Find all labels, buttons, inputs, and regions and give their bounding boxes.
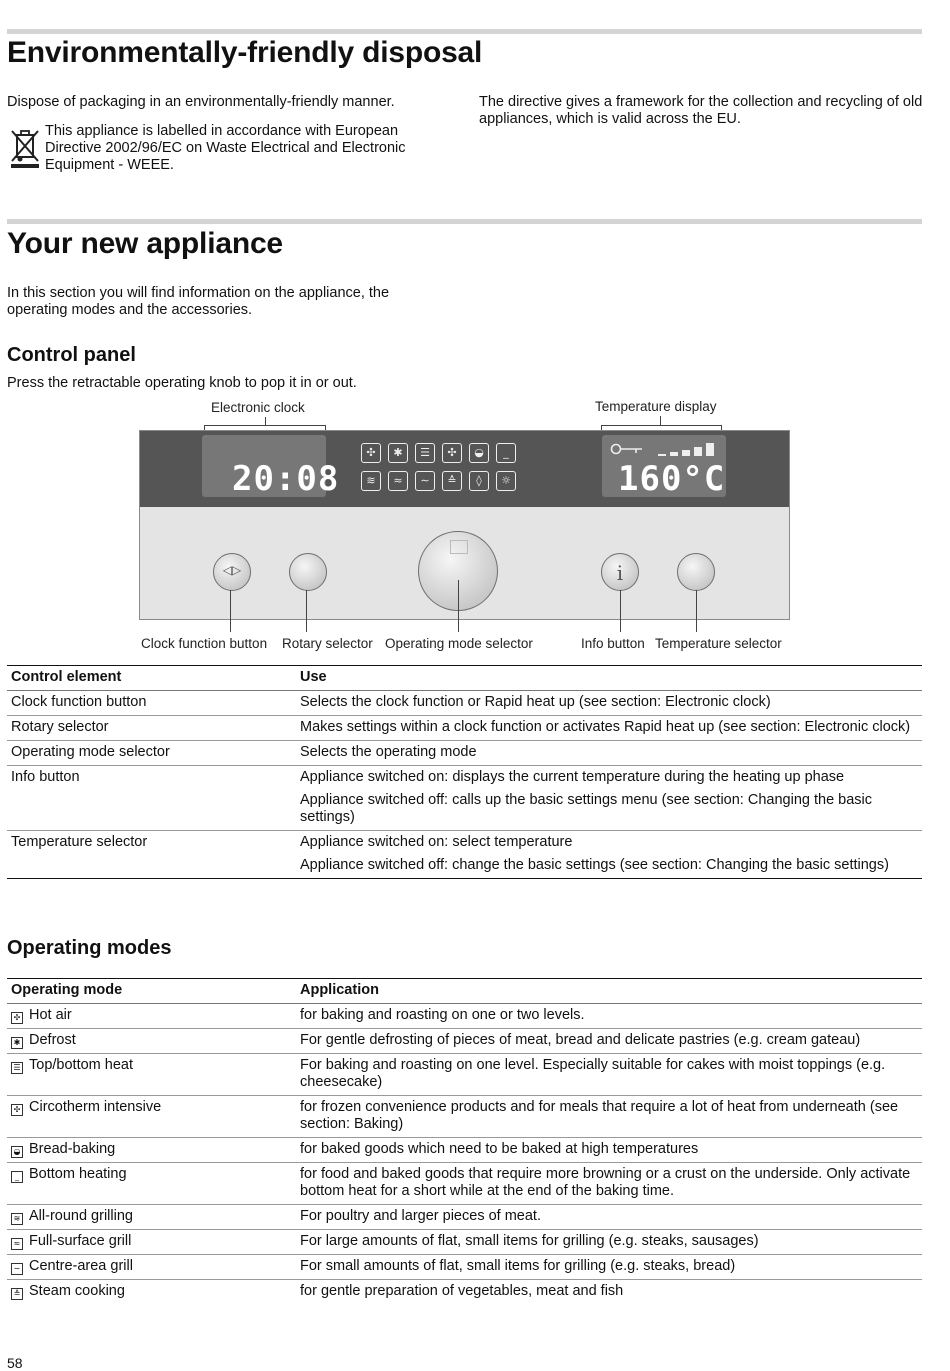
callout-clock-function-button: Clock function button bbox=[141, 636, 268, 651]
callout-line bbox=[620, 590, 621, 632]
mode-name: Centre-area grill bbox=[29, 1258, 133, 1274]
control-panel-intro: Press the retractable operating knob to pop it in or out. bbox=[7, 375, 357, 391]
all-round-grilling-icon: ≋ bbox=[361, 471, 381, 491]
table-row bbox=[7, 831, 922, 879]
callout-line bbox=[265, 417, 266, 425]
water-drop-icon: ◊ bbox=[469, 471, 489, 491]
clock-display bbox=[202, 435, 340, 499]
table-row bbox=[7, 716, 922, 741]
control-element-table bbox=[7, 665, 922, 879]
mode-icons-bottom-row bbox=[361, 471, 516, 491]
mode-application: For small amounts of flat, small items for grilling (e.g. steaks, bread) bbox=[296, 1255, 922, 1280]
callout-info-button: Info button bbox=[581, 636, 645, 651]
section-rule bbox=[7, 29, 922, 34]
bread-baking-icon: ◒ bbox=[469, 443, 489, 463]
callout-line bbox=[306, 590, 307, 632]
mode-application: for frozen convenience products and for meals that require a lot of heat from underneath (see section: Baking) bbox=[296, 1096, 922, 1138]
full-surface-grill-icon: ≈ bbox=[388, 471, 408, 491]
mode-name: Circotherm intensive bbox=[29, 1099, 162, 1115]
control-element-cell: Operating mode selector bbox=[7, 741, 296, 766]
centre-area-grill-icon: ∼ bbox=[11, 1263, 23, 1275]
mode-application: For gentle defrosting of pieces of meat, bread and delicate pastries (e.g. cream gateau) bbox=[296, 1029, 922, 1054]
mode-application: For baking and roasting on one level. Especially suitable for cakes with moist toppings (e.g. cheesecake) bbox=[296, 1054, 922, 1096]
temperature-selector[interactable] bbox=[677, 553, 715, 591]
disposal-title: Environmentally-friendly disposal bbox=[7, 36, 483, 69]
use-cell: Selects the clock function or Rapid heat up (see section: Electronic clock) bbox=[300, 694, 771, 710]
table-row bbox=[7, 691, 922, 716]
all-round-grilling-icon: ≋ bbox=[11, 1213, 23, 1225]
mode-application: For poultry and larger pieces of meat. bbox=[296, 1205, 922, 1230]
control-panel-illustration bbox=[139, 430, 790, 620]
mode-name: Full-surface grill bbox=[29, 1233, 132, 1249]
knob-marker bbox=[450, 540, 468, 554]
steam-cooking-icon: ≙ bbox=[11, 1288, 23, 1300]
weee-bin-icon bbox=[9, 126, 41, 170]
use-cell: Appliance switched on: select temperature bbox=[300, 834, 573, 850]
info-symbol: i bbox=[616, 561, 624, 585]
table-row bbox=[7, 1054, 922, 1096]
key-and-level-icon bbox=[610, 441, 720, 457]
table-row bbox=[7, 1096, 922, 1138]
bottom-heating-icon: _ bbox=[11, 1171, 23, 1183]
callout-temperature-selector: Temperature selector bbox=[655, 636, 782, 651]
light-icon: ☼ bbox=[496, 471, 516, 491]
top-bottom-heat-icon: ☰ bbox=[415, 443, 435, 463]
temperature-readout: 160°C bbox=[618, 459, 726, 499]
info-button[interactable] bbox=[601, 553, 639, 591]
mode-application: For large amounts of flat, small items for grilling (e.g. steaks, sausages) bbox=[296, 1230, 922, 1255]
control-element-cell: Clock function button bbox=[7, 691, 296, 716]
centre-area-grill-icon: ∼ bbox=[415, 471, 435, 491]
control-panel-title: Control panel bbox=[7, 344, 136, 366]
callout-line bbox=[230, 590, 231, 632]
mode-application: for gentle preparation of vegetables, meat and fish bbox=[300, 1283, 624, 1299]
callout-line bbox=[458, 580, 459, 632]
mode-name: Bottom heating bbox=[29, 1166, 127, 1182]
circotherm-intensive-icon: ✣ bbox=[11, 1104, 23, 1116]
table-header: Operating mode bbox=[7, 979, 296, 1004]
mode-icons-top-row bbox=[361, 443, 516, 463]
table-row bbox=[7, 766, 922, 831]
mode-application: for baked goods which need to be baked at high temperatures bbox=[296, 1138, 922, 1163]
table-row bbox=[7, 1230, 922, 1255]
bread-baking-icon: ◒ bbox=[11, 1146, 23, 1158]
clock-function-button[interactable] bbox=[213, 553, 251, 591]
clock-readout: 20:08 bbox=[232, 459, 340, 499]
defrost-icon: ✱ bbox=[388, 443, 408, 463]
table-header: Use bbox=[296, 666, 922, 691]
use-cell: Selects the operating mode bbox=[300, 744, 477, 760]
table-row bbox=[7, 1163, 922, 1205]
table-row bbox=[7, 1138, 922, 1163]
callout-bracket bbox=[601, 425, 722, 426]
control-element-cell: Rotary selector bbox=[7, 716, 296, 741]
table-row bbox=[7, 1255, 922, 1280]
appliance-title: Your new appliance bbox=[7, 227, 283, 260]
mode-name: Bread-baking bbox=[29, 1141, 116, 1157]
hot-air-icon: ✣ bbox=[11, 1012, 23, 1024]
page-number: 58 bbox=[7, 1355, 23, 1371]
table-row bbox=[7, 1205, 922, 1230]
table-header: Control element bbox=[7, 666, 296, 691]
callout-temperature-display: Temperature display bbox=[595, 399, 717, 414]
table-row bbox=[7, 741, 922, 766]
callout-line bbox=[660, 416, 661, 425]
mode-application: for baking and roasting on one or two levels. bbox=[296, 1004, 922, 1029]
defrost-icon: ✱ bbox=[11, 1037, 23, 1049]
table-row bbox=[7, 1004, 922, 1029]
callout-rotary-selector: Rotary selector bbox=[282, 636, 373, 651]
full-surface-grill-icon: ≈ bbox=[11, 1238, 23, 1250]
use-cell: Appliance switched off: change the basic settings (see section: Changing the basic settings) bbox=[300, 857, 889, 873]
callout-bracket bbox=[204, 425, 326, 426]
table-row bbox=[7, 1029, 922, 1054]
temperature-display bbox=[602, 435, 726, 497]
section-rule bbox=[7, 219, 922, 224]
control-element-cell: Temperature selector bbox=[7, 831, 296, 879]
operating-modes-table bbox=[7, 978, 922, 1304]
rotary-selector[interactable] bbox=[289, 553, 327, 591]
use-cell: Appliance switched on: displays the current temperature during the heating up phase bbox=[300, 769, 845, 785]
appliance-intro: In this section you will find information on the appliance, the operating modes and the accessories. bbox=[7, 285, 390, 318]
mode-name: Hot air bbox=[29, 1007, 72, 1023]
table-header: Application bbox=[296, 979, 922, 1004]
callout-electronic-clock: Electronic clock bbox=[211, 400, 305, 415]
circotherm-intensive-icon: ✣ bbox=[442, 443, 462, 463]
control-element-cell: Info button bbox=[7, 766, 296, 831]
operating-modes-title: Operating modes bbox=[7, 937, 172, 959]
bottom-heating-icon: _ bbox=[496, 443, 516, 463]
weee-text: This appliance is labelled in accordance with European Directive 2002/96/EC on Waste Electrical and Electronic Equipment - WEEE. bbox=[45, 123, 406, 173]
mode-name: All-round grilling bbox=[29, 1208, 133, 1224]
steam-cooking-icon: ≙ bbox=[442, 471, 462, 491]
directive-text: The directive gives a framework for the collection and recycling of old appliances, which is valid across the EU. bbox=[479, 94, 923, 127]
mode-name: Defrost bbox=[29, 1032, 76, 1048]
mode-name: Steam cooking bbox=[29, 1283, 125, 1299]
use-cell: Appliance switched off: calls up the basic settings menu (see section: Changing the basic settings) bbox=[300, 792, 873, 825]
callout-line bbox=[696, 590, 697, 632]
mode-application: for food and baked goods that require more browning or a crust on the underside. Only activate bottom heat for a short while at the end of the baking time. bbox=[296, 1163, 922, 1205]
clock-function-symbol: ◁▷ bbox=[222, 563, 242, 577]
mode-name: Top/bottom heat bbox=[29, 1057, 133, 1073]
disposal-intro: Dispose of packaging in an environmentally-friendly manner. bbox=[7, 94, 395, 110]
callout-operating-mode-selector: Operating mode selector bbox=[385, 636, 533, 651]
top-bottom-heat-icon: ☰ bbox=[11, 1062, 23, 1074]
hot-air-icon: ✣ bbox=[361, 443, 381, 463]
table-row bbox=[7, 1280, 922, 1305]
use-cell: Makes settings within a clock function or activates Rapid heat up (see section: Electronic clock) bbox=[300, 719, 911, 735]
